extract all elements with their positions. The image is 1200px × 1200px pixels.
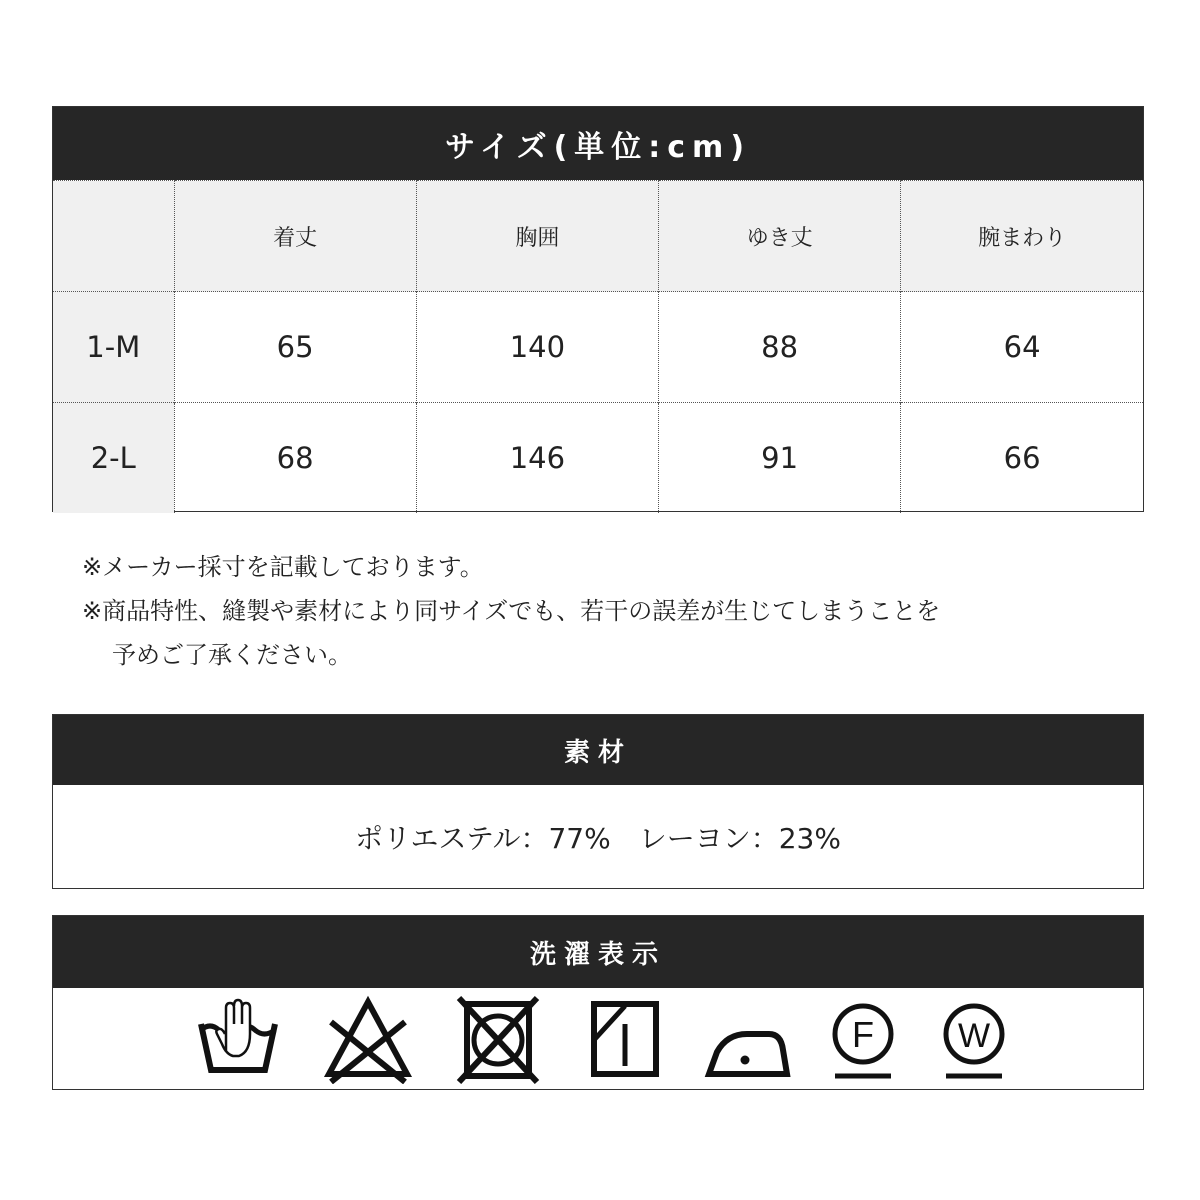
cell-chest: 140 <box>416 292 658 403</box>
dry-clean-f-icon <box>818 994 908 1084</box>
material-body <box>53 785 1143 888</box>
size-notes <box>82 545 940 677</box>
care-icons <box>53 988 1143 1089</box>
low-iron-icon <box>703 994 793 1084</box>
material-panel <box>52 714 1144 889</box>
wet-clean-letter: W <box>957 1017 991 1055</box>
dry-clean-letter: F <box>852 1014 874 1055</box>
size-table <box>53 180 1143 513</box>
cell-chest: 146 <box>416 403 658 514</box>
care-title: 洗濯表示 <box>53 916 1143 988</box>
size-header-row <box>53 181 1143 292</box>
wet-clean-w-icon <box>929 994 1019 1084</box>
drip-dry-shade-icon <box>580 994 670 1084</box>
column-header-length: 着丈 <box>174 181 416 292</box>
column-header-chest: 胸囲 <box>416 181 658 292</box>
note-variance: ※商品特性、縫製や素材により同サイズでも、若干の誤差が生じてしまうことを <box>82 597 941 625</box>
no-bleach-icon <box>323 994 413 1084</box>
cell-length: 65 <box>174 292 416 403</box>
table-corner-cell <box>53 181 174 292</box>
table-row <box>53 292 1143 403</box>
size-title: サイズ(単位:cm) <box>53 107 1143 180</box>
cell-sleeve: 88 <box>659 292 901 403</box>
hand-wash-icon <box>193 994 283 1084</box>
no-tumble-dry-icon <box>453 994 543 1084</box>
size-panel <box>52 106 1144 512</box>
material-composition: ポリエステル：77% レーヨン：23% <box>355 821 841 855</box>
column-header-arm: 腕まわり <box>901 181 1143 292</box>
cell-length: 68 <box>174 403 416 514</box>
row-label: 2-L <box>53 403 174 514</box>
cell-arm: 64 <box>901 292 1143 403</box>
cell-arm: 66 <box>901 403 1143 514</box>
note-measurement: ※メーカー採寸を記載しております。 <box>82 553 484 581</box>
column-header-sleeve: ゆき丈 <box>659 181 901 292</box>
cell-sleeve: 91 <box>659 403 901 514</box>
material-title: 素材 <box>53 715 1143 785</box>
note-variance-cont: 予めご了承ください。 <box>112 641 352 669</box>
table-row <box>53 403 1143 514</box>
care-panel <box>52 915 1144 1090</box>
row-label: 1-M <box>53 292 174 403</box>
